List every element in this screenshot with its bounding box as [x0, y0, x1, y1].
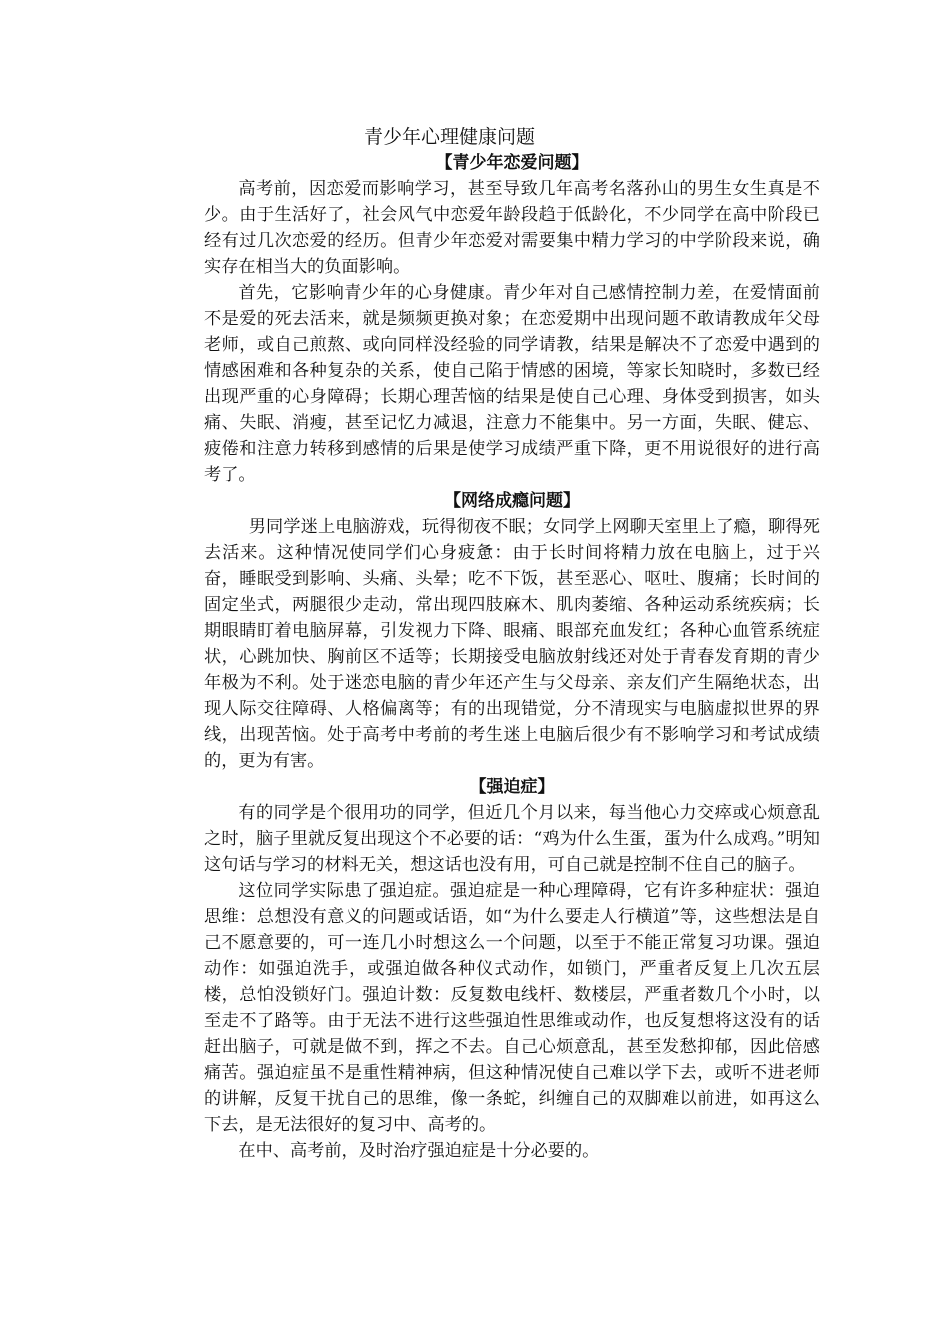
paragraph: 男同学迷上电脑游戏，玩得彻夜不眠；女同学上网聊天室里上了瘾，聊得死去活来。这种情况使同学们心身疲惫：由于长时间将精力放在电脑上，过于兴奋，睡眠受到影响、头痛、头晕；吃不下饭，甚至恶心、呕吐、腹痛；长时间的固定坐式，两腿很少走动，常出现四肢麻木、肌肉萎缩、各种运动系统疾病；长期眼睛盯着电脑屏幕，引发视力下降、眼痛、眼部充血发红；各种心血管系统症状，心跳加快、胸前区不适等；长期接受电脑放射线还对处于青春发育期的青少年极为不利。处于迷恋电脑的青少年还产生与父母亲、亲友们产生隔绝状态，出现人际交往障碍、人格偏离等；有的出现错觉，分不清现实与电脑虚拟世界的界线，出现苦恼。处于高考中考前的考生迷上电脑后很少有不影响学习和考试成绩的，更为有害。	[204, 517, 820, 771]
paragraph: 在中、高考前，及时治疗强迫症是十分必要的。	[238, 1141, 600, 1161]
document-title: 青少年心理健康问题	[364, 126, 536, 148]
paragraph: 高考前，因恋爱而影响学习，甚至导致几年高考名落孙山的男生女生真是不少。由于生活好了，社会风气中恋爱年龄段趋于低龄化，不少同学在高中阶段已经有过几次恋爱的经历。但青少年恋爱对需要集中精力学习的中学阶段来说，确实存在相当大的负面影响。	[204, 179, 820, 277]
paragraph: 这位同学实际患了强迫症。强迫症是一种心理障碍，它有许多种症状：强迫思维：总想没有意义的问题或话语，如“为什么要走人行横道”等，这些想法是自己不愿意要的，可一连几小时想这么一个问题，以至于不能正常复习功课。强迫动作：如强迫洗手，或强迫做各种仪式动作，如锁门，严重者反复上几次五层楼，总怕没锁好门。强迫计数：反复数电线杆、数楼层，严重者数几个小时，以至走不了路等。由于无法不进行这些强迫性思维或动作，也反复想将这没有的话赶出脑子，可就是做不到，挥之不去。自己心烦意乱，甚至发愁抑郁，因此倍感痛苦。强迫症虽不是重性精神病，但这种情况使自己难以学下去，或听不进老师的讲解，反复干扰自己的思维，像一条蛇，纠缠自己的双脚难以前进，如再这么下去，是无法很好的复习中、高考的。	[204, 881, 820, 1135]
paragraph: 有的同学是个很用功的同学，但近几个月以来，每当他心力交瘁或心烦意乱之时，脑子里就反复出现这个不必要的话：“鸡为什么生蛋，蛋为什么成鸡。”明知这句话与学习的材料无关，想这话也没有用，可自己就是控制不住自己的脑子。	[204, 803, 820, 875]
paragraph: 首先，它影响青少年的心身健康。青少年对自己感情控制力差，在爱情面前不是爱的死去活来，就是频频更换对象；在恋爱期中出现问题不敢请教成年父母老师，或自己煎熬、或向同样没经验的同学请教，结果是解决不了恋爱中遇到的情感困难和各种复杂的关系，使自己陷于情感的困境，等家长知晓时，多数已经出现严重的心身障碍；长期心理苦恼的结果是使自己心理、身体受到损害，如头痛、失眠、消瘦，甚至记忆力减退，注意力不能集中。另一方面，失眠、健忘、疲倦和注意力转移到感情的后果是使学习成绩严重下降，更不用说很好的进行高考了。	[204, 283, 820, 485]
document-page	[204, 124, 820, 1164]
section-ocd	[204, 774, 820, 1164]
section-heading: 【青少年恋爱问题】	[435, 153, 589, 173]
section-heading: 【强迫症】	[469, 777, 555, 797]
section-teen-romance	[204, 150, 820, 488]
section-internet-addiction	[204, 488, 820, 774]
section-heading: 【网络成瘾问题】	[444, 491, 580, 511]
